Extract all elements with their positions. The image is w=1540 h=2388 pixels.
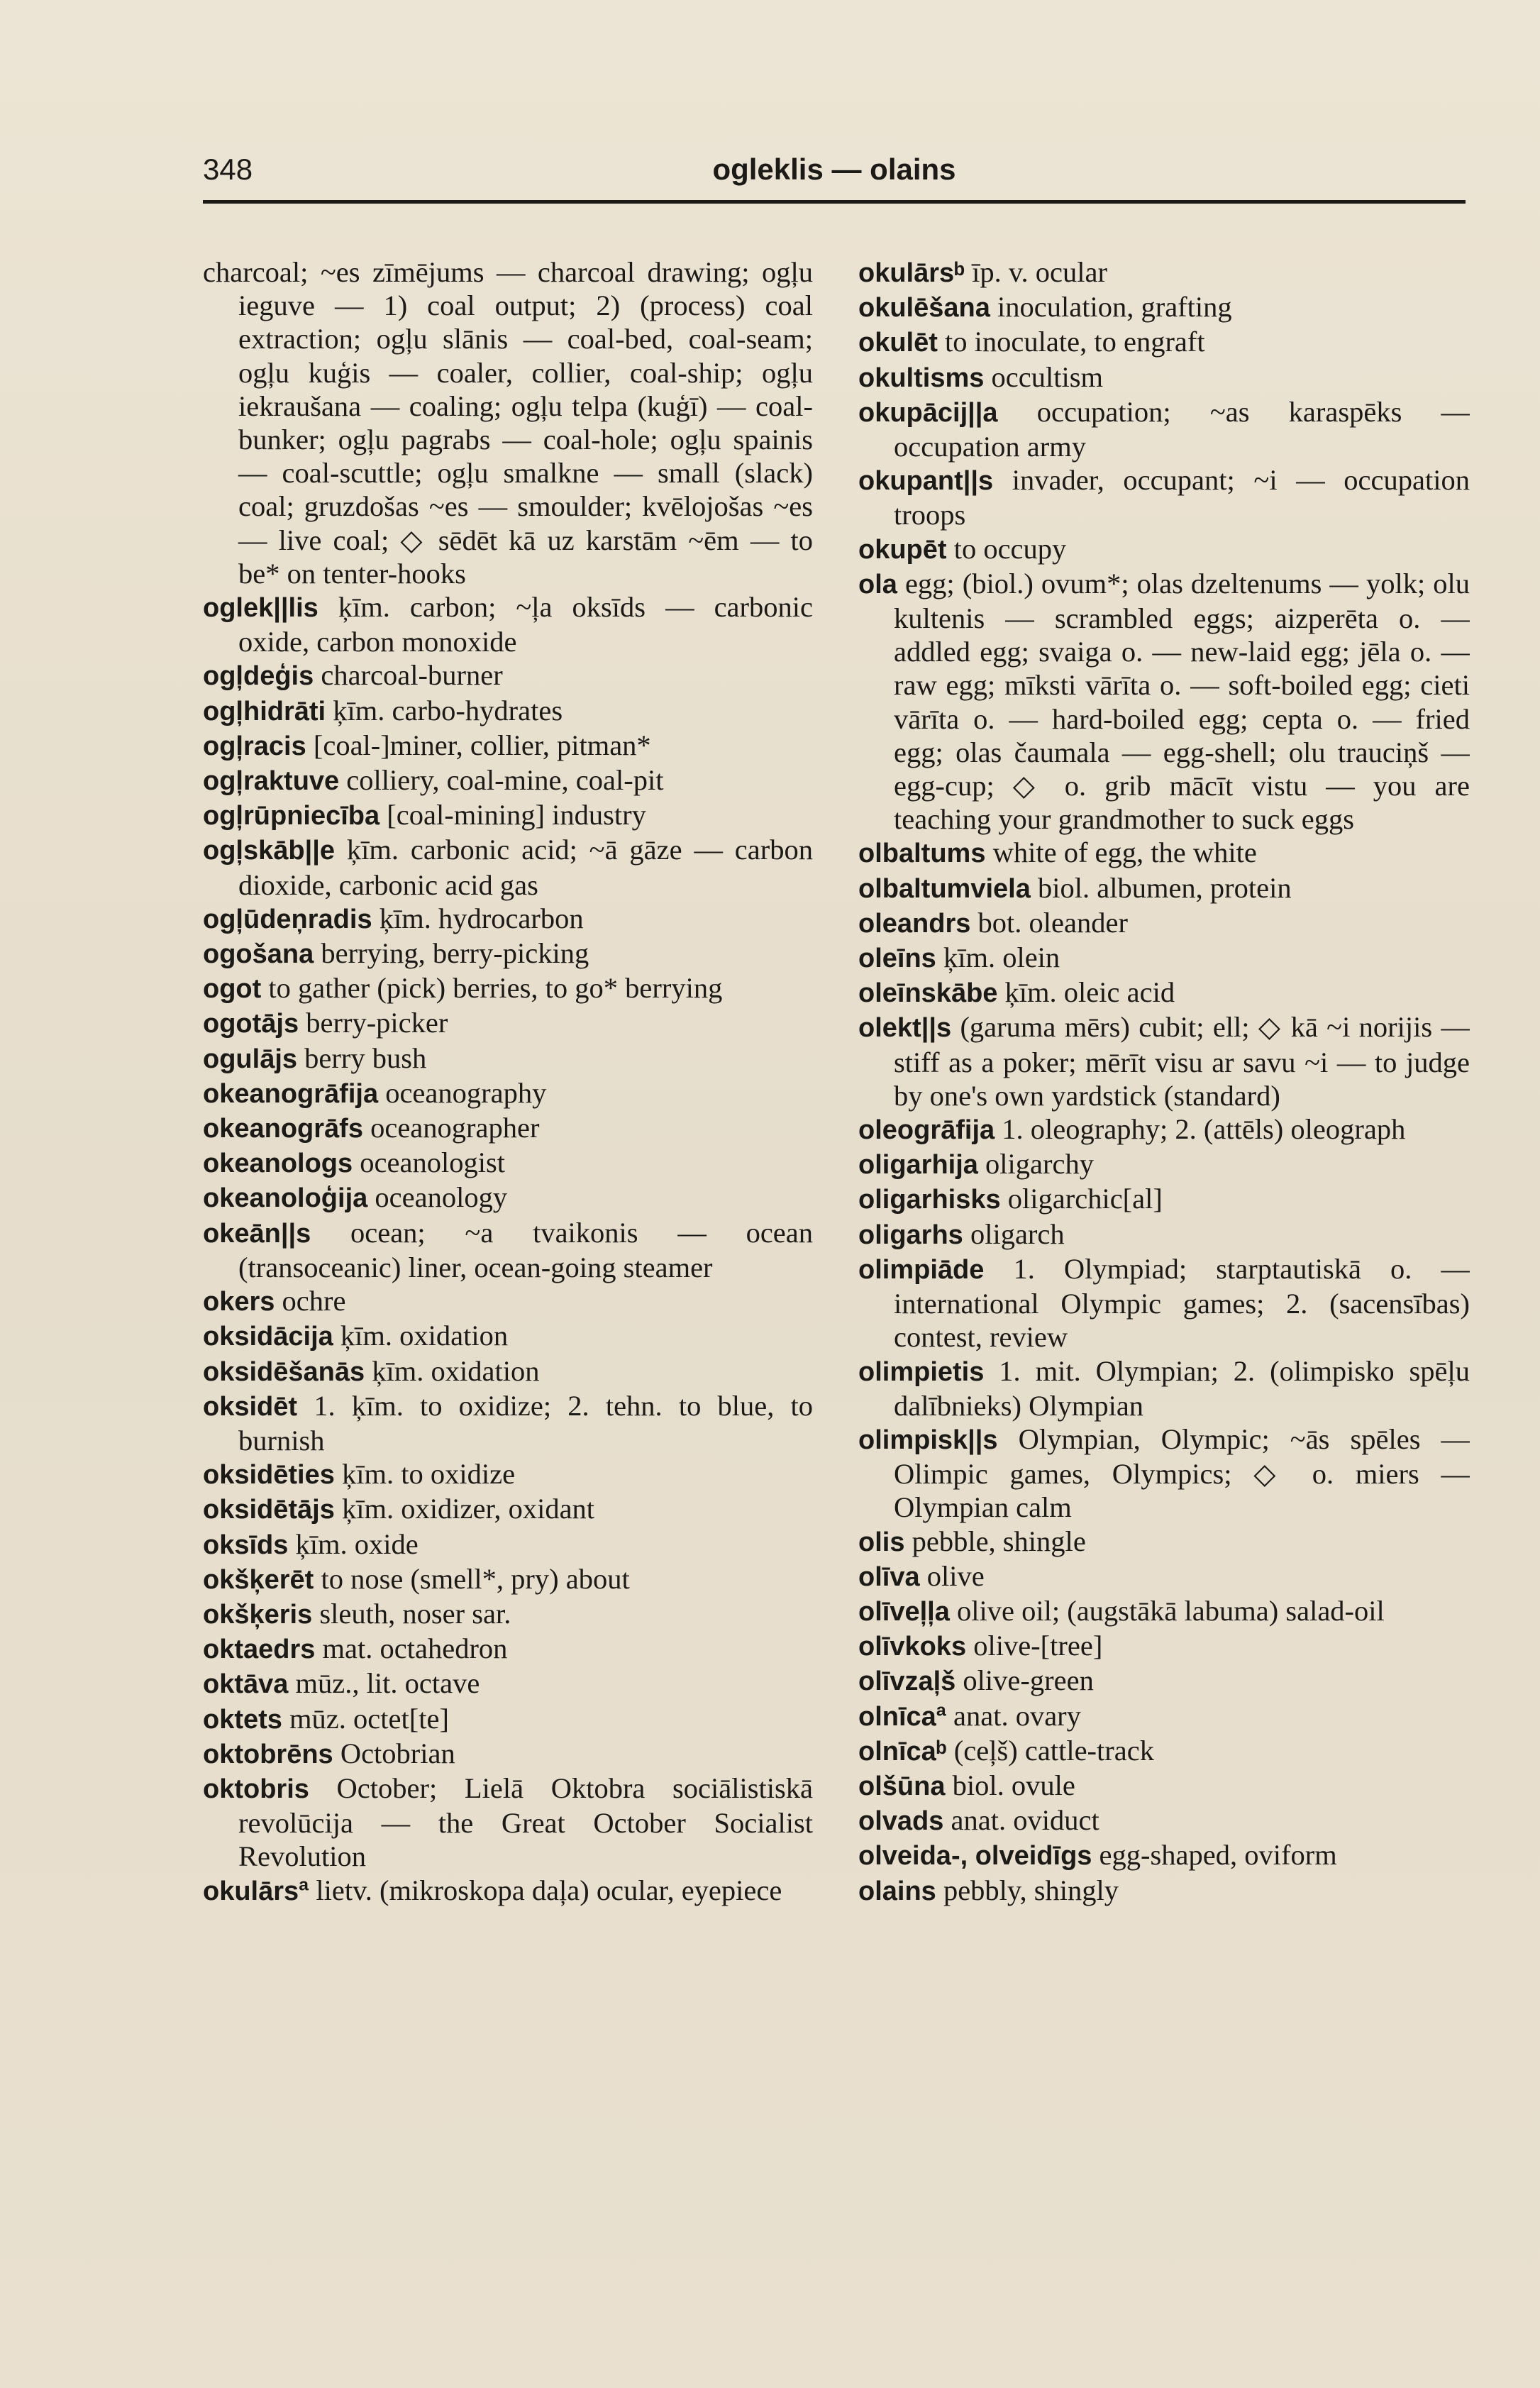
entry-definition: (garuma mērs) cubit; ell; ◇ kā ~i norijis — stiff as a poker; mērīt visu ar savu ~i — to judge by one's own yardstick (standard) xyxy=(894,1011,1470,1112)
entry-headword: ogļskāb||e xyxy=(203,836,335,866)
entry-definition: (ceļš) cattle-track xyxy=(953,1734,1154,1767)
dictionary-entry xyxy=(858,1874,1470,1908)
entry-headword: oleīnskābe xyxy=(858,978,998,1009)
entry-definition: [coal-mining] industry xyxy=(387,799,646,831)
dictionary-entry xyxy=(203,1562,813,1597)
entry-headword: olīvzaļš xyxy=(858,1666,956,1697)
dictionary-entry xyxy=(858,1252,1470,1354)
dictionary-entry xyxy=(203,798,813,833)
entry-definition: ķīm. oleic acid xyxy=(1004,976,1175,1009)
dictionary-entry xyxy=(858,325,1470,360)
entry-definition: Octobrian xyxy=(340,1737,455,1769)
entry-headword: olvads xyxy=(858,1806,944,1837)
entry-headword: oglek||lis xyxy=(203,593,318,624)
header-rule xyxy=(203,200,1466,204)
dictionary-entry xyxy=(203,1216,813,1284)
entry-definition: sleuth, noser sar. xyxy=(319,1597,511,1630)
entry-definition: oceanologist xyxy=(360,1146,505,1179)
entry-definition: to nose (smell*, pry) about xyxy=(321,1562,630,1595)
entry-headword: oktāva xyxy=(203,1669,289,1700)
left-column xyxy=(203,255,813,2150)
entry-headword: oligarhija xyxy=(858,1150,978,1181)
entry-definition: [coal-]miner, collier, pitman* xyxy=(313,729,651,761)
dictionary-entry xyxy=(203,1146,813,1181)
entry-definition: olive-green xyxy=(963,1664,1094,1697)
entry-headword: olbaltums xyxy=(858,839,986,869)
entry-definition: lietv. (mikroskopa daļa) ocular, eyepiece xyxy=(316,1874,782,1906)
dictionary-entry xyxy=(858,1769,1470,1803)
entry-headword: okšķerēt xyxy=(203,1564,314,1595)
entry-headword: okeān||s xyxy=(203,1218,311,1249)
entry-headword: olšūna xyxy=(858,1771,946,1801)
entry-definition: oceanology xyxy=(375,1181,508,1214)
dictionary-entry xyxy=(858,1838,1470,1873)
dictionary-entry xyxy=(203,1319,813,1354)
dictionary-entry xyxy=(203,1702,813,1737)
dictionary-entry xyxy=(203,1457,813,1492)
entry-definition: ķīm. oxidation xyxy=(372,1354,540,1387)
dictionary-entry xyxy=(858,463,1470,531)
entry-definition: olive-[tree] xyxy=(973,1630,1103,1662)
entry-headword: oleogrāfija xyxy=(858,1115,995,1146)
entry-definition: to occupy xyxy=(953,532,1067,565)
entry-headword: ogļrūpniecība xyxy=(203,801,380,831)
dictionary-entry xyxy=(203,1597,813,1632)
entry-definition: mūz. octet[te] xyxy=(289,1702,449,1735)
dictionary-entry xyxy=(858,906,1470,941)
page-header xyxy=(203,145,1466,195)
dictionary-entry xyxy=(858,1182,1470,1217)
page-number: 348 xyxy=(203,153,253,186)
entry-definition: egg-shaped, oviform xyxy=(1099,1839,1337,1872)
dictionary-entry xyxy=(858,1559,1470,1594)
entry-definition: ķīm. oxide xyxy=(295,1527,419,1560)
dictionary-entry xyxy=(203,658,813,693)
entry-definition: oceanography xyxy=(385,1076,547,1109)
dictionary-entry xyxy=(203,590,813,658)
entry-headword: ogošana xyxy=(203,939,314,970)
entry-definition: ķīm. oxidation xyxy=(340,1320,509,1352)
dictionary-entry xyxy=(858,1217,1470,1252)
entry-definition: pebbly, shingly xyxy=(943,1874,1119,1906)
dictionary-entry xyxy=(858,532,1470,567)
entry-headword: ogot xyxy=(203,974,262,1005)
entry-headword: oktaedrs xyxy=(203,1635,316,1665)
entry-headword: olveida-, olveidīgs xyxy=(858,1841,1092,1872)
dictionary-entry xyxy=(203,729,813,763)
dictionary-entry xyxy=(203,936,813,971)
entry-headword: olīvkoks xyxy=(858,1632,967,1662)
entry-definition: 1. oleography; 2. (attēls) oleograph xyxy=(1002,1113,1406,1146)
entry-headword: oleīns xyxy=(858,944,936,974)
entry-headword: okulārsᵇ xyxy=(858,258,965,288)
entry-headword: oksidētājs xyxy=(203,1495,335,1525)
entry-headword: ola xyxy=(858,569,897,599)
dictionary-entry xyxy=(858,941,1470,975)
entry-headword: okulēt xyxy=(858,328,938,358)
running-title: ogleklis — olains xyxy=(712,153,956,186)
entry-definition: ķīm. to oxidize xyxy=(342,1458,516,1491)
dictionary-entry xyxy=(858,975,1470,1010)
dictionary-entry xyxy=(203,1632,813,1666)
entry-headword: olimpiāde xyxy=(858,1254,985,1285)
entry-definition: ochre xyxy=(282,1285,346,1317)
entry-headword: olimpisk||s xyxy=(858,1425,998,1455)
dictionary-entry xyxy=(203,1666,813,1701)
entry-headword: oktets xyxy=(203,1704,282,1735)
entry-headword: ogļraktuve xyxy=(203,766,340,797)
entry-headword: ogotājs xyxy=(203,1009,299,1039)
entry-definition: mūz., lit. octave xyxy=(295,1667,480,1700)
entry-headword: olains xyxy=(858,1876,936,1906)
entry-definition: ķīm. oxidizer, oxidant xyxy=(342,1493,595,1525)
dictionary-entry xyxy=(858,1525,1470,1559)
entry-definition: colliery, coal-mine, coal-pit xyxy=(346,764,664,797)
dictionary-entry xyxy=(203,255,813,590)
entry-definition: to inoculate, to engraft xyxy=(945,326,1205,358)
entry-definition: occultism xyxy=(991,360,1103,393)
entry-headword: okulārsª xyxy=(203,1876,309,1906)
entry-headword: okultisms xyxy=(858,363,985,393)
entry-headword: olīva xyxy=(858,1561,920,1592)
entry-headword: okupācij||a xyxy=(858,397,998,428)
dictionary-entry xyxy=(858,871,1470,906)
entry-headword: ogļūdeņradis xyxy=(203,904,372,934)
entry-headword: oksidēšanās xyxy=(203,1356,365,1387)
entry-headword: oksidēties xyxy=(203,1460,335,1491)
entry-definition: oligarchy xyxy=(985,1148,1094,1181)
dictionary-entry xyxy=(203,1111,813,1146)
entry-definition: October; Lielā Oktobra sociālistiskā revolūcija — the Great October Socialist Revolution xyxy=(238,1771,813,1873)
entry-definition: ocean; ~a tvaikonis — ocean (transoceanic) liner, ocean-going steamer xyxy=(238,1216,813,1283)
entry-headword: okulēšana xyxy=(858,293,990,324)
entry-headword: oligarhs xyxy=(858,1220,963,1250)
entry-headword: ogļracis xyxy=(203,731,306,761)
entry-headword: olimpietis xyxy=(858,1356,985,1387)
entry-definition: olive oil; (augstākā labuma) salad-oil xyxy=(956,1594,1385,1627)
right-column xyxy=(858,255,1470,2150)
dictionary-entry xyxy=(203,1389,813,1457)
entry-headword: okupant||s xyxy=(858,466,994,497)
entry-definition: biol. ovule xyxy=(952,1769,1075,1801)
entry-headword: olbaltumviela xyxy=(858,873,1031,904)
dictionary-entry xyxy=(203,1041,813,1076)
entry-headword: olnīcaª xyxy=(858,1701,946,1732)
entry-definition: anat. ovary xyxy=(953,1699,1081,1732)
dictionary-entry xyxy=(203,1006,813,1041)
entry-definition: bot. oleander xyxy=(977,906,1128,939)
entry-definition: egg; (biol.) ovum*; olas dzeltenums — yolk; olu kultenis — scrambled eggs; aizperēta o. — addled egg; svaiga o. — new-laid egg; jēla o. — raw egg; mīksti vārīta o. — soft-boiled egg; cieti vārīta o. — hard-boiled egg; cepta o. — fried egg; olas čaumala — egg-shell; olu trauciņš — egg-cup; ◇ o. grib mācīt vistu — you are teaching your grandmother to suck eggs xyxy=(894,567,1470,836)
dictionary-entry xyxy=(203,1527,813,1562)
dictionary-entry xyxy=(203,1771,813,1874)
entry-definition: berry bush xyxy=(304,1041,427,1074)
dictionary-entry xyxy=(203,694,813,729)
dictionary-entry xyxy=(858,255,1470,290)
entry-headword: olis xyxy=(858,1527,905,1557)
entry-definition: to gather (pick) berries, to go* berrying xyxy=(268,972,723,1005)
dictionary-entry xyxy=(858,1734,1470,1769)
dictionary-entry xyxy=(203,1737,813,1771)
dictionary-entry xyxy=(858,1010,1470,1112)
entry-headword: olīveļļa xyxy=(858,1596,950,1627)
entry-definition: ķīm. olein xyxy=(943,941,1060,974)
dictionary-entry xyxy=(858,1594,1470,1629)
entry-headword: okers xyxy=(203,1287,275,1317)
entry-definition: biol. albumen, protein xyxy=(1037,871,1292,904)
entry-definition: invader, occupant; ~i — occupation troops xyxy=(894,464,1470,531)
dictionary-entry xyxy=(203,1181,813,1215)
dictionary-entry xyxy=(858,1664,1470,1698)
dictionary-entry xyxy=(858,360,1470,395)
entry-headword: okeanogrāfija xyxy=(203,1078,379,1109)
dictionary-entry xyxy=(203,763,813,798)
dictionary-entry xyxy=(203,833,813,901)
entry-definition: pebble, shingle xyxy=(912,1525,1086,1557)
entry-definition: anat. oviduct xyxy=(951,1804,1099,1837)
dictionary-entry xyxy=(203,902,813,936)
dictionary-entry xyxy=(858,395,1470,463)
entry-headword: oksidēt xyxy=(203,1391,298,1422)
dictionary-entry xyxy=(858,1422,1470,1525)
entry-headword: okupēt xyxy=(858,534,947,565)
entry-definition: ķīm. carbon; ~ļa oksīds — carbonic oxide, carbon monoxide xyxy=(238,591,813,658)
entry-definition: oceanographer xyxy=(370,1112,540,1144)
entry-definition: oligarchic[al] xyxy=(1007,1183,1163,1215)
entry-definition: occupation; ~as karaspēks — occupation army xyxy=(894,395,1470,463)
entry-headword: ogļdeģis xyxy=(203,661,314,692)
entry-definition: Olympian, Olympic; ~ās spēles — Olimpic games, Olympics; ◇ o. miers — Olympian calm xyxy=(894,1422,1470,1524)
entry-headword: okeanoloģija xyxy=(203,1183,368,1214)
entry-definition: berry-picker xyxy=(306,1007,448,1039)
dictionary-entry xyxy=(858,836,1470,870)
dictionary-entry xyxy=(858,1803,1470,1838)
entry-definition: mat. octahedron xyxy=(322,1632,508,1665)
dictionary-entry xyxy=(203,1076,813,1111)
entry-headword: oksīds xyxy=(203,1530,289,1560)
dictionary-entry xyxy=(858,1147,1470,1182)
dictionary-entry xyxy=(203,1874,813,1908)
dictionary-entry xyxy=(858,1112,1470,1147)
entry-definition: olive xyxy=(926,1559,985,1592)
dictionary-entry xyxy=(858,567,1470,836)
entry-definition: ķīm. carbo-hydrates xyxy=(333,694,563,726)
dictionary-entry xyxy=(858,290,1470,325)
entry-definition: 1. ķīm. to oxidize; 2. tehn. to blue, to burnish xyxy=(238,1389,813,1456)
dictionary-entry xyxy=(858,1354,1470,1422)
entry-definition: inoculation, grafting xyxy=(997,291,1232,324)
entry-headword: okšķeris xyxy=(203,1599,313,1630)
entry-headword: olekt||s xyxy=(858,1013,952,1044)
dictionary-entry xyxy=(203,1354,813,1389)
entry-definition: ķīm. hydrocarbon xyxy=(379,902,584,934)
dictionary-entry xyxy=(203,971,813,1006)
entry-headword: ogļhidrāti xyxy=(203,696,326,726)
dictionary-entry xyxy=(203,1492,813,1527)
entry-headword: okeanogrāfs xyxy=(203,1114,363,1144)
entry-headword: olnīcaᵇ xyxy=(858,1736,947,1767)
dictionary-entry xyxy=(858,1699,1470,1734)
entry-definition: charcoal-burner xyxy=(321,659,503,692)
entry-headword: oktobrēns xyxy=(203,1739,333,1769)
entry-headword: oligarhisks xyxy=(858,1185,1001,1215)
entry-definition: oligarch xyxy=(970,1217,1065,1250)
dictionary-entry xyxy=(203,1284,813,1319)
entry-definition: white of egg, the white xyxy=(992,836,1257,869)
entry-definition: ķīm. carbonic acid; ~ā gāze — carbon dioxide, carbonic acid gas xyxy=(238,834,813,901)
entry-headword: oleandrs xyxy=(858,908,971,939)
entry-definition: 1. mit. Olympian; 2. (olimpisko spēļu dalībnieks) Olympian xyxy=(894,1354,1470,1422)
entry-definition: charcoal; ~es zīmējums — charcoal drawing; ogļu ieguve — 1) coal output; 2) (process) coal extraction; ogļu slānis — coal-bed, coal-seam; ogļu kuģis — coaler, collier, coal-ship; ogļu iekraušana — coaling; ogļu telpa (kuģī) — coal-bunker; ogļu pagrabs — coal-hole; ogļu spainis — coal-scuttle; ogļu smalkne — small (slack) coal; gruzdošas ~es — smoulder; kvēlojošas ~es — live coal; ◇ sēdēt kā uz karstām ~ēm — to be* on tenter-hooks xyxy=(203,256,813,590)
entry-headword: oksidācija xyxy=(203,1322,333,1352)
entry-definition: īp. v. ocular xyxy=(972,256,1107,288)
entry-headword: ogulājs xyxy=(203,1044,298,1074)
entry-headword: oktobris xyxy=(203,1774,309,1804)
entry-headword: okeanologs xyxy=(203,1149,353,1179)
entry-definition: berrying, berry-picking xyxy=(321,937,589,970)
dictionary-entry xyxy=(858,1629,1470,1664)
entry-definition: 1. Olympiad; starptautiskā o. — international Olympic games; 2. (sacensības) contest, review xyxy=(894,1252,1470,1354)
